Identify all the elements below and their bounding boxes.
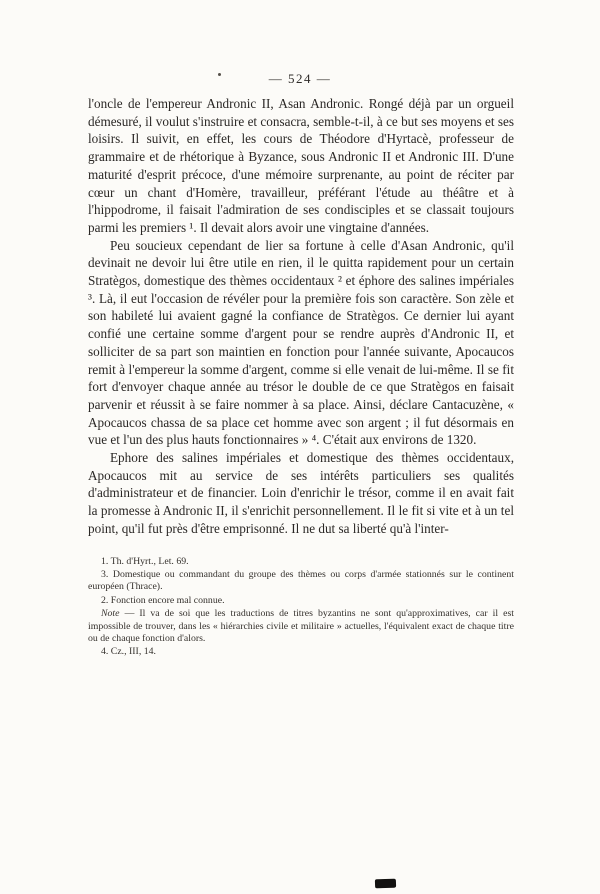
footnote: 2. Fonction encore mal connue. xyxy=(101,594,225,606)
paragraph: Ephore des salines impériales et domestique des thèmes occidentaux, Apocaucos mit au service de ses intérêts particuliers ses qualités d'administrateur et de financier. Loin d'enrichir le trésor, comme il en avait fait la promesse à Andronic II, il s'enrichit personnellement. Il le fit si vite et à un tel point, qu'il fut près d'être emprisonné. Il ne dut sa liberté qu'à l'inter- xyxy=(88,450,514,536)
paragraph: l'oncle de l'empereur Andronic II, Asan Andronic. Rongé déjà par un orgueil démesuré, il voulut s'instruire et consacra, semble-t-il, à ce but ses moyens et ses loisirs. Il suivit, en effet, les cours de Théodore d'Hyrtacè, professeur de grammaire et de rhétorique à Byzance, sous Andronic II et Andronic III. D'une maturité d'esprit précoce, d'une mémoire surprenante, au point de réciter par cœur un chant d'Homère, travailleur, préférant l'étude au théâtre et à l'hippodrome, il faisait l'admiration de ses condisciples et se classait toujours parmi les premiers ¹. Il devait alors avoir une vingtaine d'années. xyxy=(88,96,514,235)
paragraph: Peu soucieux cependant de lier sa fortune à celle d'Asan Andronic, qu'il devinait ne devoir lui être utile en rien, il le quitta rapidement pour un certain Stratègos, domestique des thèmes occidentaux ² et éphore des salines impériales ³. Là, il eut l'occasion de révéler pour la première fois son caractère. Son zèle et son habileté lui avaient gagné la confiance de Stratègos. Ce dernier lui ayant confié une certaine somme d'argent pour se rendre auprès d'Andronic II, et solliciter de sa part son maintien en fonction pour l'année suivante, Apocaucos remit à l'empereur la somme d'argent, comme si elle venait de lui-même. Il se fit fort d'envoyer chaque année au trésor le double de ce que Stratègos en faisait parvenir et réussit à se faire nommer à sa place. Ainsi, déclare Cantacuzène, « Apocaucos chassa de sa place cet homme avec son argent ; il fut désormais en vue et l'un des plus hauts fonctionnaires » ⁴. C'était aux environs de 1320. xyxy=(88,237,514,448)
footnote: 4. Cz., III, 14. xyxy=(101,646,156,658)
body-text xyxy=(88,95,514,538)
footnote-note-text: — Il va de soi que les traductions de titres byzantins ne sont qu'approximatives, car il est impossible de trouver, dans les « hiérarchies civile et militaire » actuelles, l'équivalent exact de chaque titre ou de chaque fonction d'alors. xyxy=(88,608,514,645)
page-number: — 524 — xyxy=(268,71,332,86)
footnotes xyxy=(88,556,514,659)
scan-artifact-blot xyxy=(375,879,396,889)
footnote: 3. Domestique ou commandant du groupe des thèmes ou corps d'armée stationnés sur le continent européen (Thrace). xyxy=(88,568,514,593)
footnote-note-label: Note xyxy=(101,608,120,620)
page-content xyxy=(88,95,514,659)
footnote-note xyxy=(88,608,514,645)
footnote: 1. Th. d'Hyrt., Let. 69. xyxy=(101,555,189,567)
